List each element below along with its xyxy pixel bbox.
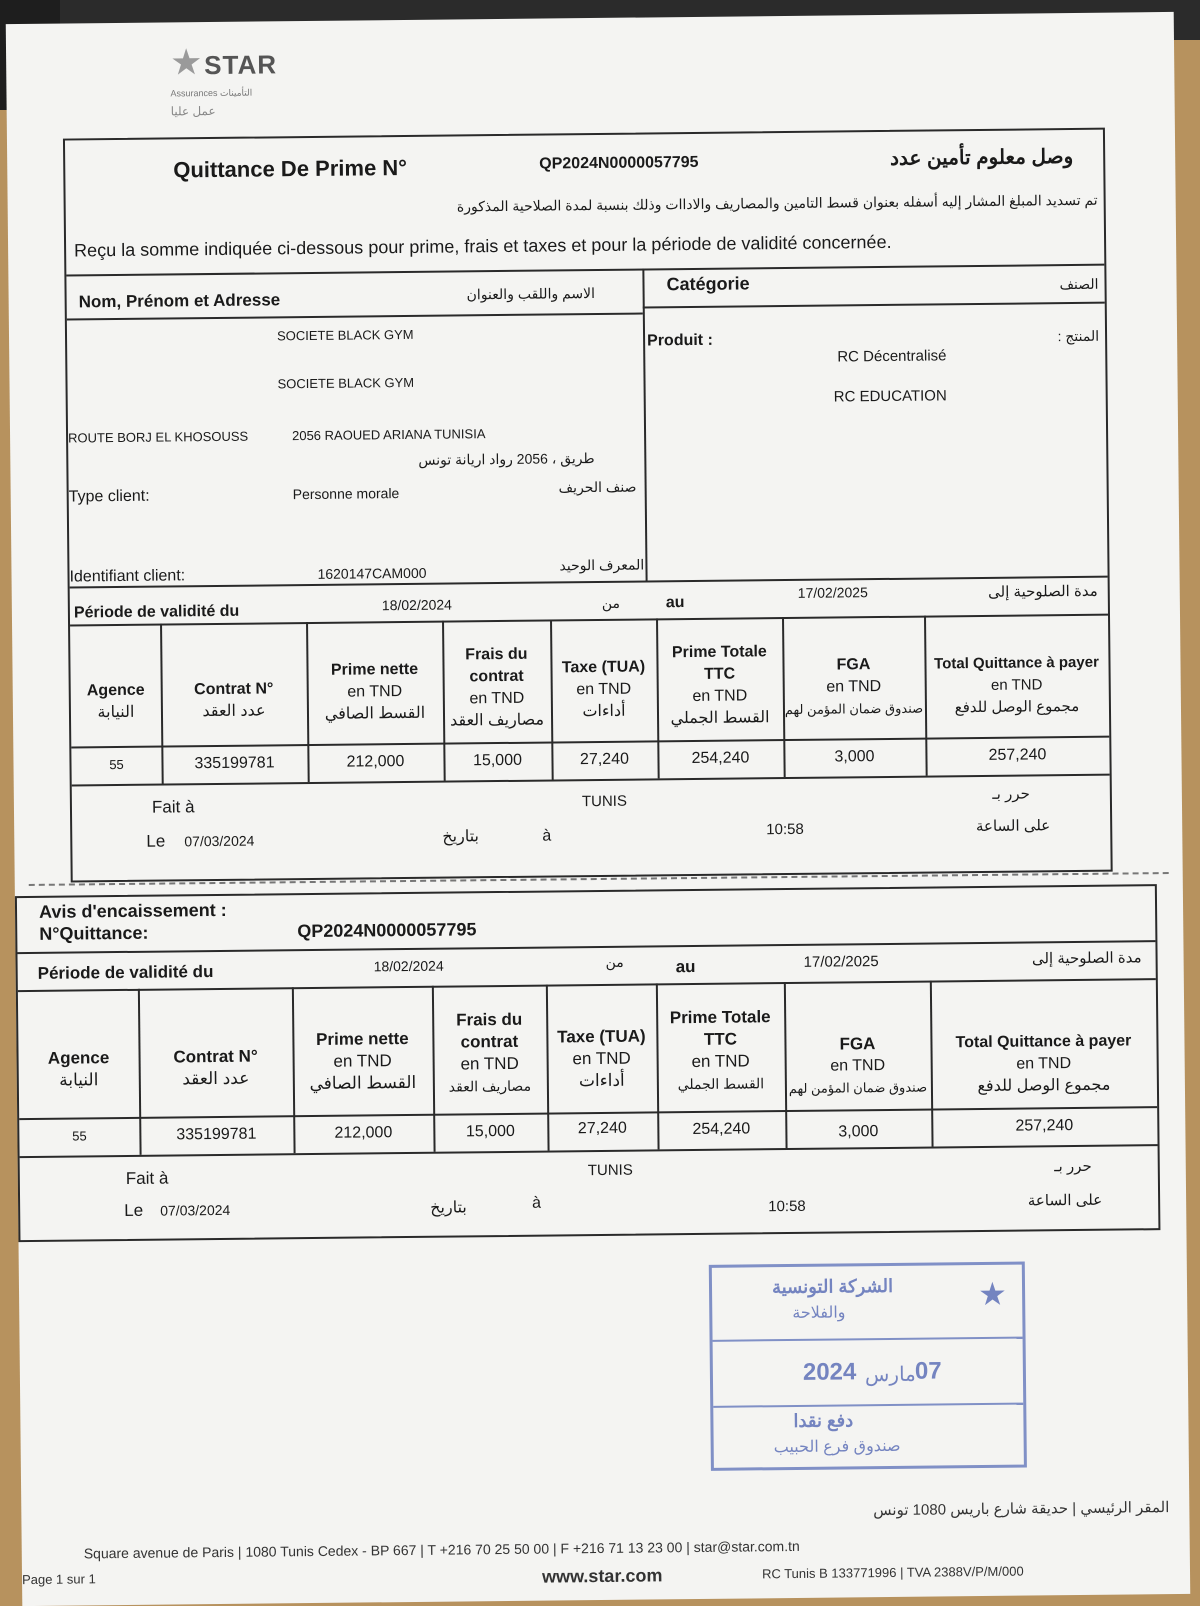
stamp-line-2: والفلاحة: [792, 1304, 846, 1322]
receipt-intro-ar: تم تسديد المبلغ المشار إليه أسفله بعنوان قسط التامين والمصاريف والاداات وذلك بنسبة لمدة الصلاحية المذكورة: [456, 191, 1098, 215]
footer-page: Page 1 sur 1: [21, 1571, 96, 1588]
client-name-1: SOCIETE BLACK GYM: [276, 326, 414, 344]
stamp-star-icon: ★: [977, 1275, 1007, 1313]
th-prime-nette-ar: القسط الصافي: [324, 704, 426, 723]
category-label-ar: الصنف: [1059, 275, 1099, 293]
avis-th-prime-nette: Prime nette: [316, 1028, 409, 1049]
avis-th-frais: Frais du: [456, 1009, 523, 1030]
category-label: Catégorie: [666, 273, 750, 295]
th-taxe: Taxe (TUA): [561, 658, 646, 677]
payment-stamp: [709, 1262, 1027, 1471]
avis-th-contrat-ar: عدد العقد: [182, 1068, 250, 1089]
td-agence: 55: [109, 756, 124, 773]
client-street: ROUTE BORJ EL KHOSOUSS: [68, 428, 249, 446]
avis-td-agence: 55: [72, 1128, 87, 1144]
th-prime-totale-ar: القسط الجملي: [670, 709, 770, 728]
avis-le-label: Le: [124, 1200, 144, 1220]
avis-th-frais-unit: en TND: [460, 1053, 519, 1074]
client-type-label-ar: صنف الحريف: [558, 478, 637, 496]
stamp-month: مارس: [864, 1363, 916, 1387]
receipt-title: Quittance De Prime N°: [173, 154, 408, 183]
footer-website[interactable]: www.star.com: [541, 1565, 663, 1587]
th-frais-unit: en TND: [469, 689, 525, 708]
th-taxe-unit: en TND: [576, 680, 632, 699]
star-icon: ★: [169, 41, 203, 83]
td-fga: 3,000: [834, 748, 875, 766]
footer-address: Square avenue de Paris | 1080 Tunis Cedex - BP 667 | T +216 70 25 50 00 | F +216 71 13 23 00 | star@star.com.tn: [83, 1537, 800, 1562]
validity-from-ar: من: [601, 594, 621, 611]
avis-validity-label: Période de validité du: [37, 962, 214, 983]
avis-th-fga-unit: en TND: [830, 1057, 886, 1075]
th-frais: Frais du: [465, 645, 528, 664]
client-type-value: Personne morale: [292, 485, 400, 503]
avis-made-date-ar: بتاريخ: [430, 1199, 467, 1217]
avis-validity-from: 18/02/2024: [373, 957, 444, 975]
name-address-label-ar: الاسم واللقب والعنوان: [466, 285, 596, 303]
client-name-2: SOCIETE BLACK GYM: [277, 374, 415, 392]
avis-td-frais: 15,000: [465, 1122, 515, 1141]
avis-th-total-ar: مجموع الوصل للدفع: [977, 1076, 1111, 1096]
product-2: RC EDUCATION: [833, 387, 947, 406]
th-prime-totale: Prime Totale: [671, 643, 767, 662]
th-prime-nette-unit: en TND: [347, 683, 403, 701]
le-label: Le: [146, 831, 166, 851]
validity-to-label: au: [665, 594, 685, 612]
avis-th-prime-nette-ar: القسط الصافي: [309, 1072, 417, 1094]
td-total: 257,240: [988, 746, 1047, 764]
td-prime-totale: 254,240: [691, 749, 750, 768]
receipt-title-ar: وصل معلوم تأمين عدد: [889, 145, 1074, 170]
made-date-ar: بتاريخ: [442, 828, 480, 846]
name-address-label: Nom, Prénom et Adresse: [78, 290, 281, 312]
avis-th-prime-totale: Prime Totale: [669, 1007, 771, 1028]
avis-block: [15, 884, 1161, 1242]
avis-quittance-label: N°Quittance:: [39, 922, 149, 944]
avis-td-prime-nette: 212,000: [334, 1124, 393, 1142]
client-city: 2056 RAOUED ARIANA TUNISIA: [291, 426, 486, 444]
receipt-intro-fr: Reçu la somme indiquée ci-dessous pour prime, frais et taxes et pour la période de validité concernée.: [74, 231, 892, 261]
avis-th-prime-totale-ar: القسط الجملي: [677, 1075, 765, 1093]
avis-th-frais-2: contrat: [460, 1031, 519, 1052]
th-prime-totale-unit: en TND: [692, 687, 748, 706]
stamp-year: 2024: [802, 1358, 857, 1386]
th-fga-unit: en TND: [826, 678, 882, 696]
product-label: Produit :: [647, 331, 713, 350]
avis-th-prime-nette-unit: en TND: [333, 1051, 392, 1071]
footer-address-ar: المقر الرئيسي | حديقة شارع باريس 1080 تونس: [873, 1499, 1170, 1520]
footer-registration: RC Tunis B 133771996 | TVA 2388V/P/M/000: [761, 1563, 1024, 1582]
validity-label-ar: مدة الصلوحية إلى: [988, 582, 1098, 601]
avis-validity-to-label: au: [675, 956, 696, 977]
avis-made-time-ar: على الساعة: [1027, 1191, 1103, 1210]
th-prime-nette: Prime nette: [330, 660, 419, 679]
td-prime-nette: 212,000: [346, 753, 405, 771]
th-frais-ar: مصاريف العقد: [449, 711, 545, 730]
th-fga: FGA: [836, 656, 871, 674]
stamp-line-4: صندوق فرع الحبيب: [773, 1437, 901, 1457]
avis-td-fga: 3,000: [838, 1123, 879, 1141]
th-fga-ar: صندوق ضمان المؤمن لهم: [784, 700, 924, 718]
stamp-day: 07: [914, 1357, 942, 1385]
td-contrat: 335199781: [194, 754, 275, 773]
th-prime-totale-2: TTC: [703, 665, 736, 683]
receipt-paper: [6, 12, 1191, 1606]
client-id-label: Identifiant client:: [69, 567, 186, 586]
avis-th-total-unit: en TND: [1016, 1055, 1072, 1073]
avis-th-frais-ar: مصاريف العقد: [448, 1077, 532, 1095]
avis-th-agence: Agence: [47, 1048, 110, 1068]
avis-th-taxe-ar: أداءات: [578, 1070, 625, 1091]
th-total-ar: مجموع الوصل للدفع: [954, 697, 1080, 717]
logo-arabic: عمل عليا: [170, 103, 216, 119]
td-taxe: 27,240: [579, 750, 630, 769]
avis-td-total: 257,240: [1015, 1117, 1074, 1135]
avis-fait-place-ar: حرر بـ: [1054, 1157, 1092, 1176]
client-type-label: Type client:: [68, 487, 150, 506]
th-frais-2: contrat: [469, 667, 524, 686]
avis-made-date: 07/03/2024: [160, 1201, 231, 1219]
th-total: Total Quittance à payer: [934, 653, 1099, 673]
made-time-ar: على الساعة: [975, 817, 1051, 836]
avis-th-prime-totale-unit: en TND: [691, 1051, 750, 1072]
avis-fait-place: TUNIS: [587, 1161, 633, 1180]
avis-th-agence-ar: النيابة: [59, 1070, 99, 1090]
th-agence: Agence: [86, 681, 145, 700]
avis-td-prime-totale: 254,240: [692, 1120, 751, 1139]
client-id-value: 1620147CAM000: [317, 564, 427, 582]
receipt-block: [63, 128, 1113, 883]
avis-th-taxe-unit: en TND: [572, 1048, 631, 1069]
product-label-ar: المنتج :: [1057, 327, 1100, 345]
client-address-ar: طريق ، 2056 رواد اريانة تونس: [418, 450, 595, 468]
avis-quittance-value: QP2024N0000057795: [297, 919, 477, 942]
made-date: 07/03/2024: [184, 832, 255, 850]
th-taxe-ar: أداءات: [582, 702, 626, 721]
fait-place: TUNIS: [581, 792, 628, 811]
logo-tagline: Assurances التأمينات: [170, 87, 253, 99]
th-agence-ar: النيابة: [97, 703, 135, 722]
avis-th-fga: FGA: [839, 1034, 876, 1054]
product-1: RC Décentralisé: [837, 347, 947, 366]
th-total-unit: en TND: [990, 676, 1043, 694]
fait-label: Fait à: [151, 797, 195, 817]
receipt-number: QP2024N0000057795: [539, 153, 699, 173]
validity-to: 17/02/2025: [797, 584, 868, 601]
made-time: 10:58: [766, 820, 804, 839]
avis-th-prime-totale-2: TTC: [703, 1029, 738, 1049]
stamp-line-3: دفع نقدا: [793, 1410, 854, 1431]
avis-th-taxe: Taxe (TUA): [557, 1026, 646, 1047]
avis-validity-label-ar: مدة الصلوحية إلى: [1031, 949, 1142, 968]
avis-fait-label: Fait à: [125, 1168, 169, 1188]
star-logo: [166, 41, 307, 122]
avis-th-contrat: Contrat N°: [173, 1046, 258, 1067]
fait-place-ar: حرر بـ: [992, 785, 1030, 803]
avis-title: Avis d'encaissement :: [38, 899, 227, 922]
th-contrat-ar: عدد العقد: [202, 702, 266, 721]
avis-made-time: 10:58: [768, 1197, 806, 1216]
a-label: à: [542, 827, 552, 845]
avis-td-taxe: 27,240: [577, 1119, 627, 1138]
avis-a-label: à: [532, 1194, 542, 1212]
logo-name: STAR: [204, 49, 278, 81]
th-contrat: Contrat N°: [193, 680, 274, 699]
avis-validity-from-ar: من: [605, 953, 624, 970]
validity-from: 18/02/2024: [381, 596, 453, 614]
client-id-label-ar: المعرف الوحيد: [559, 556, 645, 574]
td-frais: 15,000: [472, 751, 523, 770]
avis-th-total: Total Quittance à payer: [955, 1032, 1132, 1052]
stamp-line-1: الشركة التونسية: [771, 1275, 894, 1298]
avis-td-contrat: 335199781: [176, 1125, 257, 1144]
avis-th-fga-ar: صندوق ضمان المؤمن لهم: [788, 1079, 928, 1097]
avis-validity-to: 17/02/2025: [803, 953, 879, 971]
validity-label: Période de validité du: [73, 602, 240, 622]
